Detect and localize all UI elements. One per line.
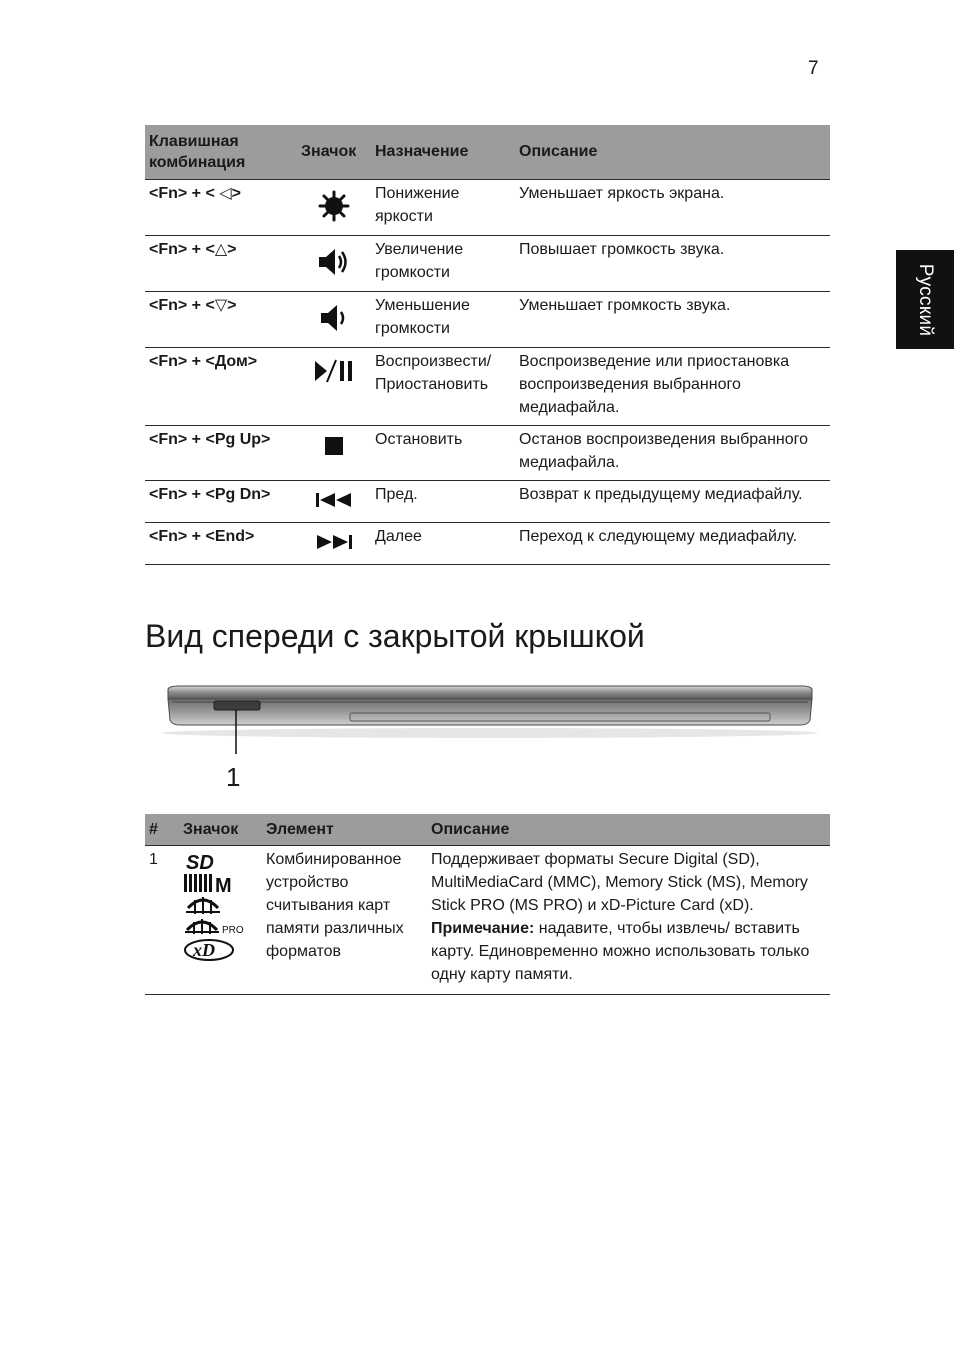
note — [431, 917, 826, 986]
table-header-row — [145, 814, 830, 845]
header-description: Описание — [427, 814, 830, 845]
hotkey-table — [145, 125, 830, 565]
description: Уменьшает яркость экрана. — [515, 179, 830, 235]
key-combination: <Fn> + <▽> — [145, 291, 297, 347]
previous-track-icon — [315, 491, 353, 509]
description-text: Поддерживает форматы Secure Digital (SD), MultiMediaCard (MMC), Memory Stick (MS), Memory Stick PRO (MS PRO) и xD-Picture Card (xD). — [431, 850, 808, 914]
header-icon: Значок — [297, 125, 371, 179]
language-tab — [896, 250, 954, 349]
description: Останов воспроизведения выбранного медиафайла. — [515, 425, 830, 480]
header-key-combination: Клавишная комбинация — [145, 125, 297, 179]
stop-icon — [324, 436, 344, 456]
table-row — [145, 480, 830, 522]
description: Уменьшает громкость звука. — [515, 291, 830, 347]
section-title: Вид спереди с закрытой крышкой — [145, 618, 645, 654]
svg-text:M: M — [215, 874, 232, 894]
play-pause-icon — [313, 358, 355, 384]
purpose: Увеличение громкости — [371, 235, 515, 291]
description — [427, 845, 830, 994]
key-combination: <Fn> + < ◁> — [145, 179, 297, 235]
purpose: Пред. — [371, 480, 515, 522]
description: Воспроизведение или приостановка воспроизведения выбранного медиафайла. — [515, 347, 830, 425]
purpose: Остановить — [371, 425, 515, 480]
callout-number: 1 — [226, 762, 241, 792]
note-text: надавите, чтобы извлечь/ вставить карту. Единовременно можно использовать только одну карту памяти. — [431, 919, 810, 983]
svg-text:PRO: PRO — [222, 924, 244, 936]
purpose: Воспроизвести/ Приостановить — [371, 347, 515, 425]
header-description: Описание — [515, 125, 830, 179]
description: Переход к следующему медиафайлу. — [515, 522, 830, 564]
next-track-icon — [315, 533, 353, 551]
table-row — [145, 425, 830, 480]
volume-down-icon — [319, 302, 349, 334]
table-row — [145, 845, 830, 994]
laptop-front-view-illustration — [160, 680, 820, 756]
sd-card-icon — [183, 852, 223, 872]
memory-stick-icon — [183, 894, 223, 916]
note-label: Примечание: — [431, 919, 535, 937]
svg-text:xD: xD — [193, 939, 215, 960]
purpose: Далее — [371, 522, 515, 564]
table-row — [145, 291, 830, 347]
key-combination: <Fn> + <Дом> — [145, 347, 297, 425]
header-element: Элемент — [262, 814, 427, 845]
svg-text:SD: SD — [186, 851, 214, 872]
language-tab-label: Русский — [915, 263, 936, 336]
description: Повышает громкость звука. — [515, 235, 830, 291]
component-table — [145, 814, 830, 995]
table-row — [145, 235, 830, 291]
memory-stick-pro-icon — [183, 916, 245, 938]
key-combination: <Fn> + <△> — [145, 235, 297, 291]
key-combination: <Fn> + <End> — [145, 522, 297, 564]
table-header-row — [145, 125, 830, 179]
header-purpose: Назначение — [371, 125, 515, 179]
multimediacard-icon — [183, 872, 239, 894]
table-row — [145, 522, 830, 564]
key-combination: <Fn> + <Pg Dn> — [145, 480, 297, 522]
purpose: Понижение яркости — [371, 179, 515, 235]
purpose: Уменьшение громкости — [371, 291, 515, 347]
brightness-down-icon — [318, 190, 350, 222]
table-row — [145, 347, 830, 425]
header-icon: Значок — [179, 814, 262, 845]
element-name: Комбинированное устройство считывания карт памяти различных форматов — [262, 845, 427, 994]
header-number: # — [145, 814, 179, 845]
row-number: 1 — [145, 845, 179, 994]
table-row — [145, 179, 830, 235]
page-number: 7 — [808, 58, 819, 79]
description: Возврат к предыдущему медиафайлу. — [515, 480, 830, 522]
volume-up-icon — [317, 246, 351, 278]
key-combination: <Fn> + <Pg Up> — [145, 425, 297, 480]
xd-picture-card-icon — [183, 938, 235, 962]
